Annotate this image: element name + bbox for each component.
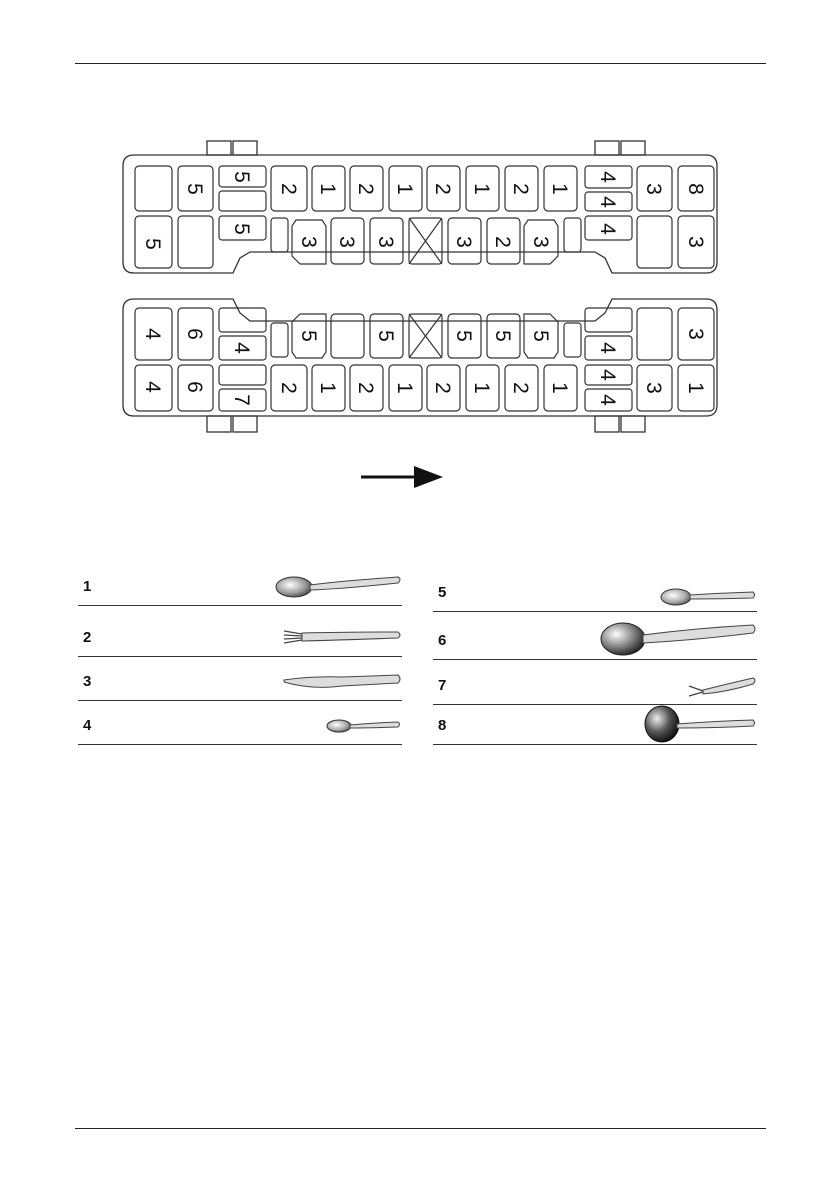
legend-number: 6 [438,632,447,649]
compartment-number: 6 [183,328,206,340]
compartment-number: 1 [393,382,416,394]
compartment-number: 5 [230,223,253,235]
serving-spoon-icon [597,615,757,659]
bottom-drawer [135,308,714,411]
legend-number: 2 [83,629,92,646]
footer-rule [75,1128,766,1129]
legend-item [78,656,402,701]
compartment-number: 3 [684,328,707,340]
top-drawer [135,166,714,268]
teaspoon-icon [272,704,402,744]
compartment-number: 5 [230,171,253,183]
legend-item [433,567,757,612]
legend-number: 8 [438,717,447,734]
compartment-number: 4 [596,394,619,406]
fork-icon [272,616,402,656]
compartment-number: 5 [529,330,552,342]
compartment-number: 3 [684,236,707,248]
compartment-number: 2 [277,183,300,195]
compartment-number: 3 [529,236,552,248]
compartment-number: 1 [470,183,493,195]
compartment-number: 2 [491,236,514,248]
compartment-number: 3 [297,236,320,248]
compartment-number: 3 [642,183,665,195]
compartment-number: 3 [452,236,475,248]
compartment-number: 7 [230,394,253,406]
compartment-number: 2 [354,183,377,195]
legend-item [433,615,757,660]
compartment-number: 5 [374,330,397,342]
ladle-icon [627,700,757,744]
legend-number: 3 [83,673,92,690]
legend-number: 4 [83,717,92,734]
compartment-number: 1 [316,183,339,195]
compartment-number: 4 [141,381,164,393]
legend-item [433,660,757,705]
legend-item [78,612,402,657]
legend-number: 5 [438,584,447,601]
compartment-number: 1 [548,183,571,195]
compartment-number: 4 [596,171,619,183]
direction-arrow-icon [361,466,443,488]
compartment-number: 4 [596,223,619,235]
compartment-number: 5 [141,238,164,250]
legend-item [78,561,402,606]
compartment-number: 2 [354,382,377,394]
compartment-number: 1 [316,382,339,394]
legend-item [78,700,402,745]
compartment-number: 2 [431,183,454,195]
legend-number: 1 [83,578,92,595]
compartment-number: 1 [548,382,571,394]
compartment-number: 6 [183,381,206,393]
cutlery-basket-diagram [0,0,839,540]
compartment-number: 2 [509,183,532,195]
compartment-number: 1 [470,382,493,394]
compartment-number: 5 [183,183,206,195]
compartment-number: 5 [491,330,514,342]
compartment-number: 2 [509,382,532,394]
legend-item [433,700,757,745]
compartment-number: 2 [431,382,454,394]
compartment-number: 2 [277,382,300,394]
compartment-number: 3 [642,382,665,394]
compartment-number: 5 [452,330,475,342]
tablespoon-icon [272,565,402,605]
compartment-number: 5 [297,330,320,342]
cake-fork-icon [627,664,757,704]
compartment-number: 4 [141,328,164,340]
compartment-number: 1 [393,183,416,195]
compartment-number: 3 [335,236,358,248]
compartment-number: 8 [684,183,707,195]
compartment-number: 4 [230,342,253,354]
compartment-number: 3 [374,236,397,248]
small-spoon-icon [627,571,757,611]
knife-icon [272,660,402,700]
compartment-number: 1 [684,382,707,394]
compartment-number: 4 [596,369,619,381]
legend-number: 7 [438,677,447,694]
top-drawer-outline [123,155,717,273]
compartment-number: 4 [596,196,619,208]
compartment-number: 4 [596,342,619,354]
